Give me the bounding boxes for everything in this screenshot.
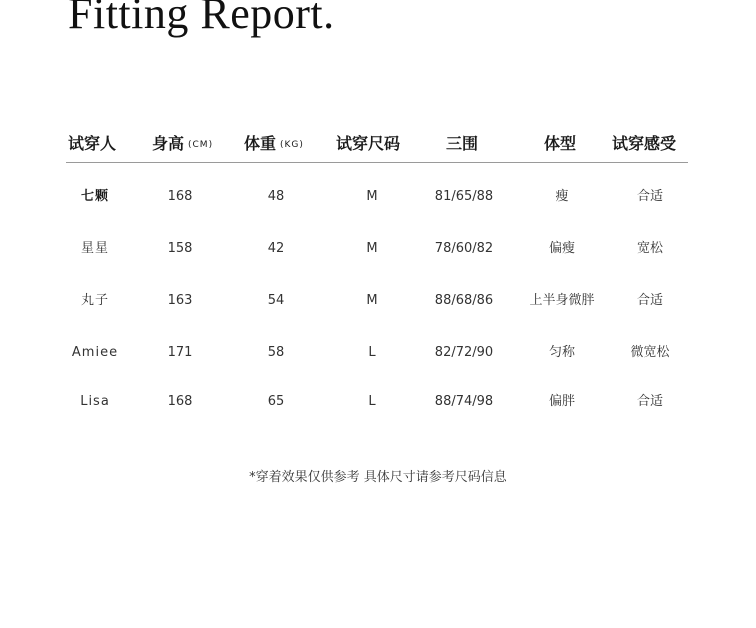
cell-tester: Lisa: [80, 394, 110, 409]
cell-weight: 65: [267, 394, 285, 409]
cell-height: 171: [167, 345, 193, 360]
cell-tester: 星星: [80, 241, 110, 256]
cell-feeling: 合适: [636, 394, 664, 409]
cell-body-type: 上半身微胖: [529, 293, 595, 308]
header-tester-label: 试穿人: [68, 134, 117, 153]
page-title: Fitting Report.: [68, 0, 335, 38]
cell-weight: 48: [267, 189, 285, 204]
cell-body-type: 匀称: [548, 345, 576, 360]
cell-body-type: 偏瘦: [548, 241, 576, 256]
header-height: [152, 134, 213, 155]
cell-height: 168: [167, 394, 193, 409]
table-row: [66, 343, 688, 363]
cell-measurements: 82/72/90: [434, 345, 494, 360]
cell-size: L: [368, 394, 376, 409]
header-size-label: 试穿尺码: [336, 134, 401, 153]
header-body-type: [544, 134, 576, 154]
cell-tester: Amiee: [71, 345, 119, 360]
cell-height: 163: [167, 293, 193, 308]
header-weight-label: 体重: [244, 134, 277, 153]
header-height-unit: (CM): [188, 140, 214, 150]
cell-body-type: 偏胖: [548, 394, 576, 409]
cell-body-type: 瘦: [555, 189, 569, 204]
header-body-type-label: 体型: [544, 134, 577, 153]
cell-height: 158: [167, 241, 193, 256]
fitting-table: [66, 128, 688, 409]
cell-measurements: 88/68/86: [434, 293, 494, 308]
cell-feeling: 合适: [636, 189, 664, 204]
cell-feeling: 合适: [636, 293, 664, 308]
cell-weight: 42: [267, 241, 285, 256]
cell-weight: 58: [267, 345, 285, 360]
header-weight-unit: (KG): [280, 140, 304, 150]
table-header: [66, 128, 688, 163]
cell-feeling: 宽松: [636, 241, 664, 256]
cell-weight: 54: [267, 293, 285, 308]
header-feeling: [612, 134, 676, 154]
header-size: [336, 134, 400, 154]
cell-size: M: [366, 189, 378, 204]
cell-measurements: 78/60/82: [434, 241, 494, 256]
cell-size: L: [368, 345, 376, 360]
header-weight: [244, 134, 304, 155]
table-row: [66, 239, 688, 259]
cell-size: M: [366, 241, 378, 256]
cell-feeling: 微宽松: [630, 345, 670, 360]
cell-measurements: 81/65/88: [434, 189, 494, 204]
header-height-label: 身高: [152, 134, 185, 153]
header-measurements-label: 三围: [446, 134, 479, 153]
cell-height: 168: [167, 189, 193, 204]
table-row: [66, 392, 688, 412]
header-feeling-label: 试穿感受: [612, 134, 677, 153]
cell-tester: 七颗: [80, 189, 110, 204]
cell-measurements: 88/74/98: [434, 394, 494, 409]
cell-tester: 丸子: [80, 293, 110, 308]
table-row: [66, 291, 688, 311]
disclaimer-note: *穿着效果仅供参考 具体尺寸请参考尺码信息: [249, 470, 507, 485]
header-measurements: [446, 134, 478, 154]
cell-size: M: [366, 293, 378, 308]
header-tester: [68, 134, 116, 154]
table-row: [66, 187, 688, 207]
